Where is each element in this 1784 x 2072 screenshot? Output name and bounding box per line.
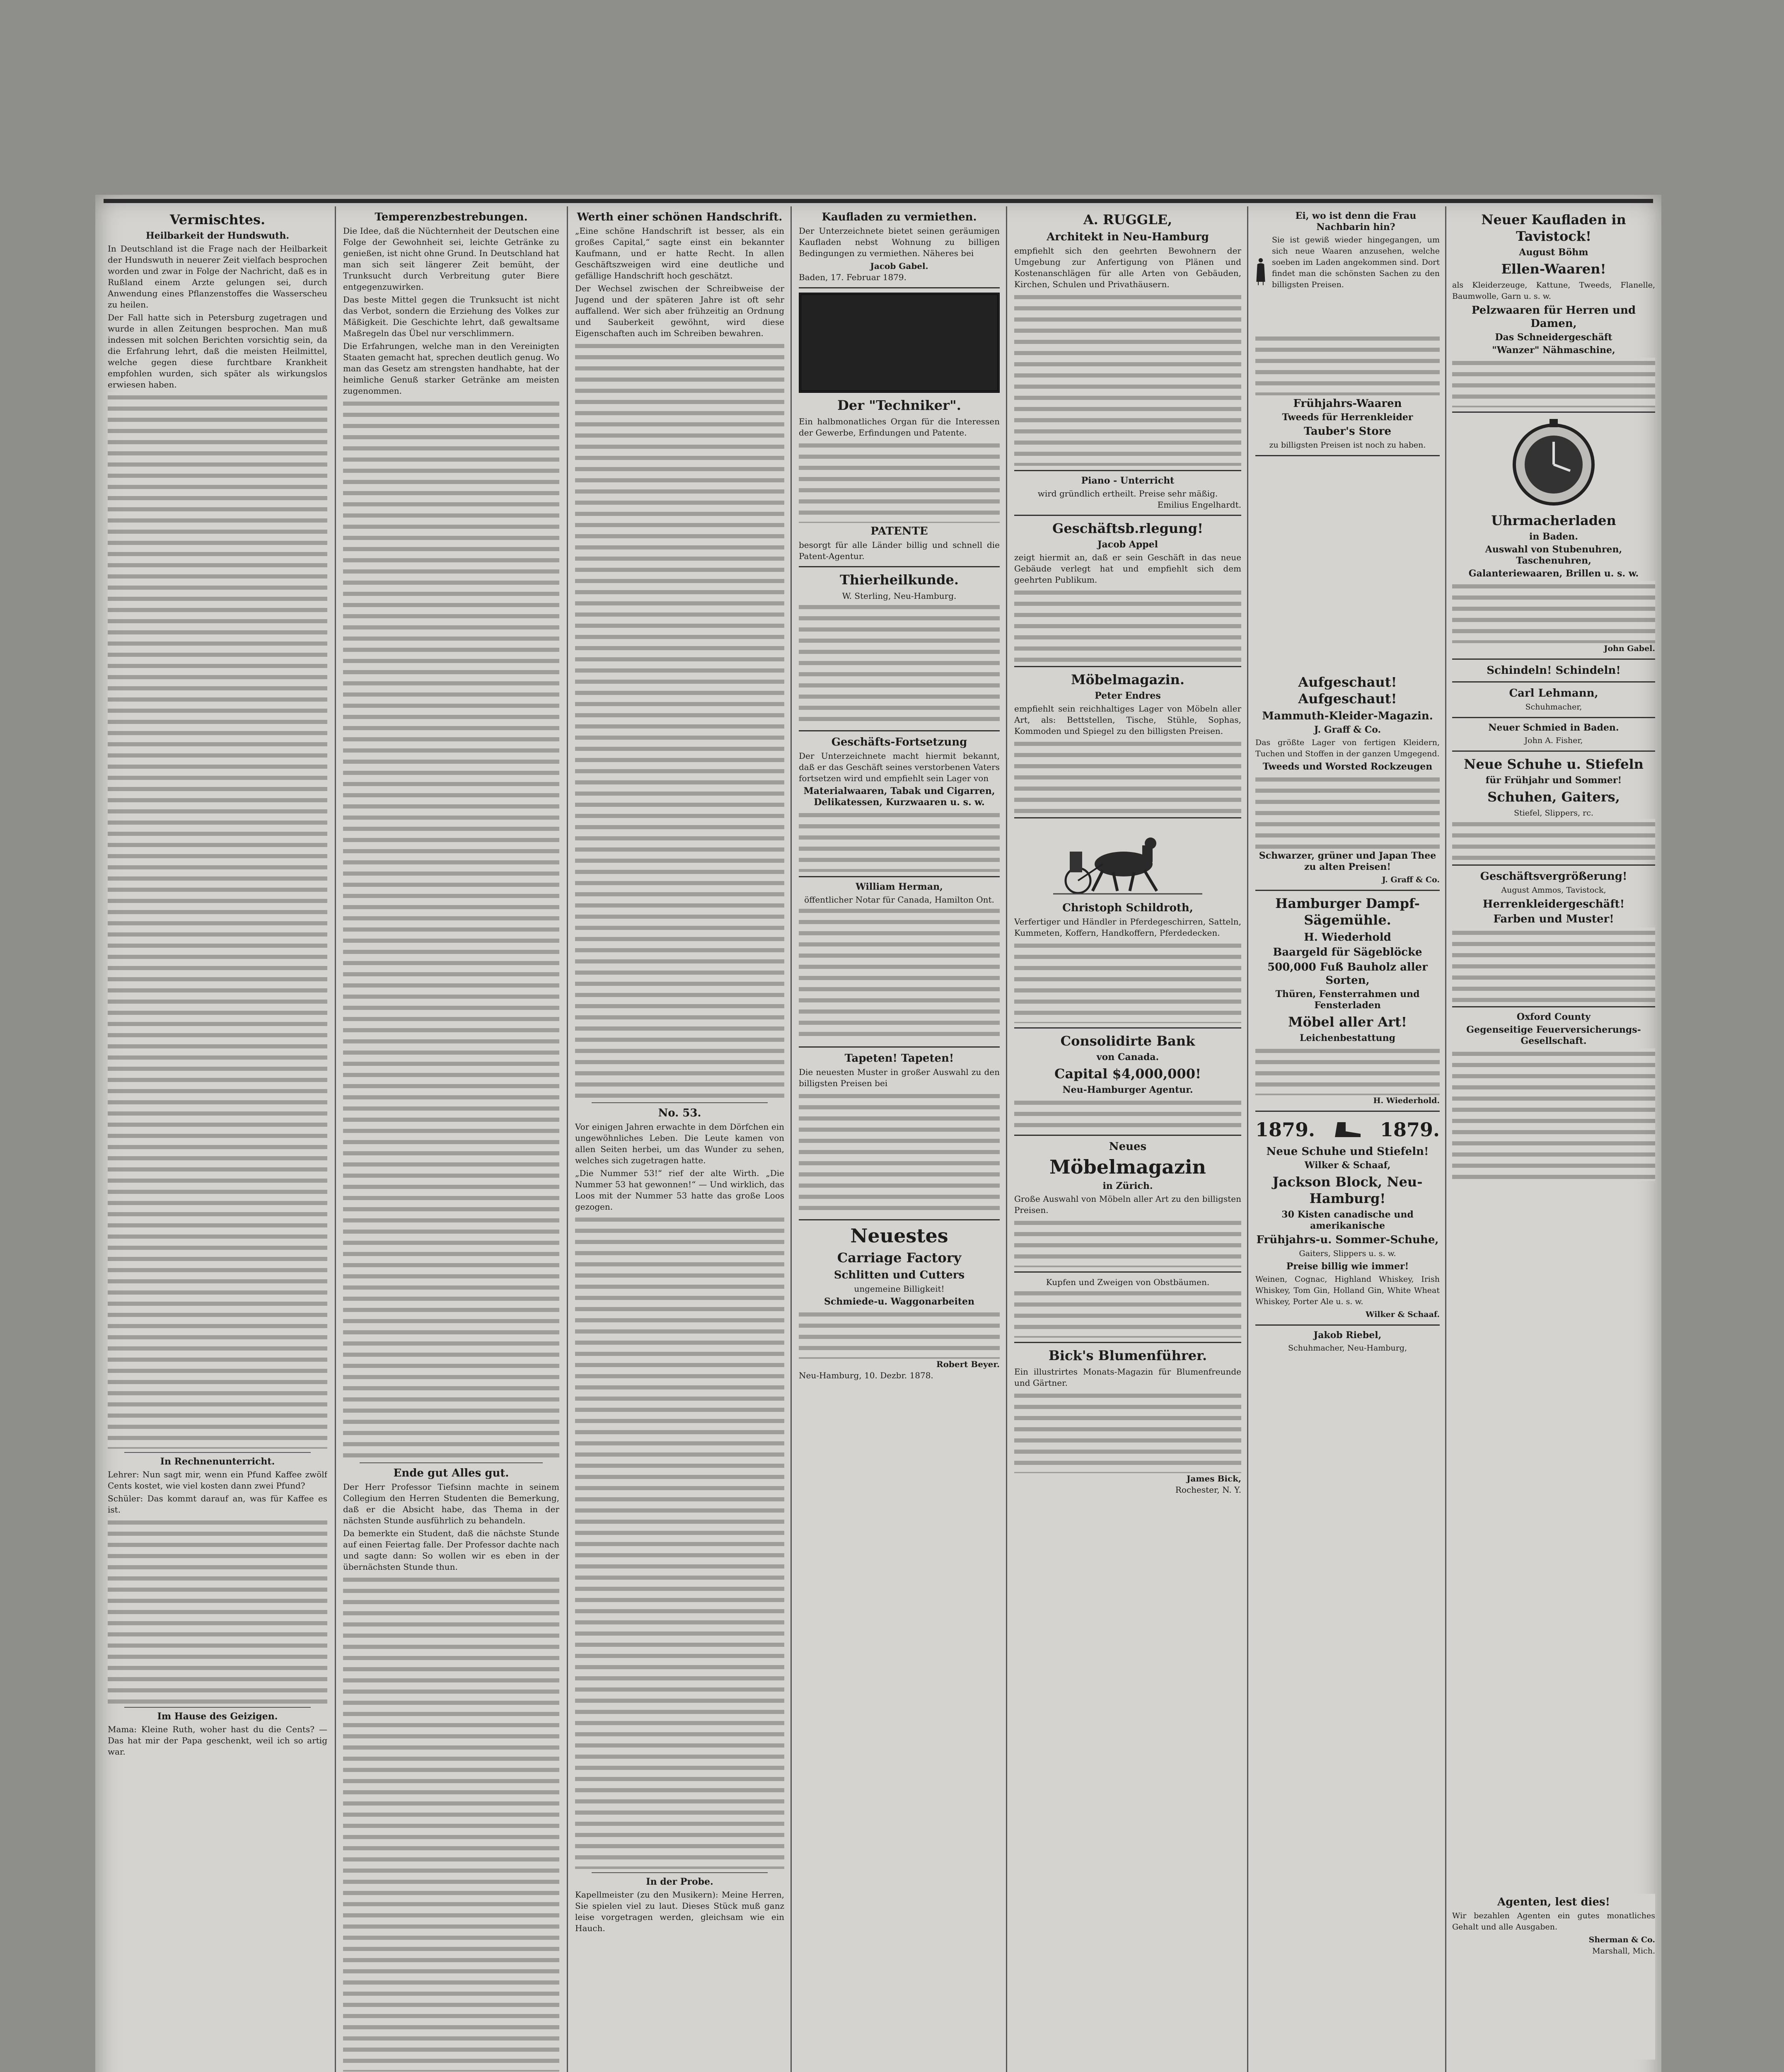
- article-text: Die Erfahrungen, welche man in den Vereinigten Staaten gemacht hat, sprechen deutlich genug. Wo man das Gesetz am strengsten handhabte, hat der heimliche Genuß starker Getränke am meisten zugenommen.: [343, 341, 559, 396]
- ad-heading: Wilker & Schaaf,: [1304, 1160, 1391, 1171]
- ad-heading: Schmiede-u. Waggonarbeiten: [824, 1296, 974, 1307]
- ad-date: Baden, 17. Februar 1879.: [799, 272, 907, 282]
- ad-body-text: [1255, 774, 1440, 849]
- separator: [1014, 1027, 1241, 1029]
- ad-heading: A. RUGGLE,: [1083, 212, 1172, 228]
- ad-heading: Thüren, Fensterrahmen und Fensterladen: [1275, 989, 1420, 1011]
- article-text: In Deutschland ist die Frage nach der Heilbarkeit der Hundswuth in neuerer Zeit vielfach besprochen worden und zwar in Folge der Nachricht, daß es in Rußland einem Arzte gelungen sei, durch Anwendung eines Pflanzenstoffes die Wasserscheu zu heilen.: [108, 244, 327, 310]
- ad-text: Stiefel, Slippers, rc.: [1514, 808, 1593, 818]
- ad-heading: Carriage Factory: [837, 1250, 962, 1266]
- separator: [799, 287, 1000, 288]
- ad-heading: von Canada.: [1096, 1052, 1159, 1063]
- ad-heading: Kaufladen zu vermiethen.: [822, 211, 977, 223]
- ad-text: Große Auswahl von Möbeln aller Art zu den billigsten Preisen.: [1014, 1194, 1241, 1215]
- separator: [360, 1462, 543, 1463]
- article-heading: In der Probe.: [646, 1876, 713, 1887]
- article-text: Lehrer: Nun sagt mir, wenn ein Pfund Kaffee zwölf Cents kostet, wie viel kosten dann zwei Pfund?: [108, 1469, 327, 1491]
- ad-text: Marshall, Mich.: [1592, 1946, 1655, 1956]
- ad-heading: H. Wiederhold: [1304, 931, 1391, 944]
- ad-heading: 30 Kisten canadische und amerikanische: [1281, 1209, 1414, 1231]
- ad-body-text: [1014, 940, 1241, 1023]
- woman-figure-illustration: [1255, 209, 1266, 333]
- column-divider: [1247, 206, 1248, 2072]
- column-divider: [1445, 206, 1446, 2072]
- separator: [1014, 1271, 1241, 1273]
- ad-heading: Carl Lehmann,: [1509, 687, 1598, 700]
- boot-icon: [1333, 1121, 1362, 1138]
- column-divider: [790, 206, 792, 2072]
- ad-heading: für Frühjahr und Sommer!: [1485, 775, 1622, 786]
- column-7: [1452, 209, 1655, 2072]
- column-6-lower: [1255, 671, 1440, 2072]
- article-text: „Die Nummer 53!“ rief der alte Wirth. „Die Nummer 53 hat gewonnen!“ — Und wirklich, das Loos mit der Nummer 53 hatte das große Loos gezogen.: [575, 1168, 784, 1212]
- column-2: [343, 209, 559, 2072]
- ad-text: Das größte Lager von fertigen Kleidern, Tuchen und Stoffen in der ganzen Umgegend.: [1255, 738, 1440, 758]
- column-divider: [567, 206, 568, 2072]
- ad-heading: Neue Schuhe und Stiefeln!: [1266, 1145, 1429, 1158]
- ad-heading: Tapeten! Tapeten!: [844, 1052, 954, 1065]
- ad-body-text: [1452, 1048, 1655, 1181]
- article-heading: Temperenzbestrebungen.: [375, 211, 528, 223]
- ad-heading: Frühjahrs-Waaren: [1293, 397, 1402, 410]
- separator: [1255, 1111, 1440, 1112]
- ad-heading: Herrenkleidergeschäft!: [1482, 898, 1625, 910]
- ad-heading: Farben und Muster!: [1493, 913, 1614, 925]
- ad-text: Der Unterzeichnete bietet seinen geräumigen Kaufladen nebst Wohnung zu billigen Bedingungen zu vermiethen. Näheres bei: [799, 226, 1000, 258]
- column-5: [1014, 209, 1241, 2072]
- ad-signature: John Gabel.: [1604, 644, 1655, 653]
- year-right: 1879.: [1380, 1118, 1440, 1141]
- ad-heading: Jacob Appel: [1097, 539, 1158, 550]
- ad-heading: Peter Endres: [1095, 690, 1161, 701]
- article-text: Der Wechsel zwischen der Schreibweise der Jugend und der späteren Jahre ist oft sehr auffallend. Wer sich aber frühzeitig an Ordnung und Sauberkeit gewöhnt, wird diese Eigenschaften auch im Schreiben bewahren.: [575, 283, 784, 338]
- ad-body-text: [799, 905, 1000, 1042]
- separator: [1014, 817, 1241, 818]
- ad-signature: J. Graff & Co.: [1382, 875, 1440, 884]
- ad-heading: Geschäftsb.rlegung!: [1052, 520, 1203, 536]
- ad-body-text: [1014, 1097, 1241, 1130]
- ad-heading: Jackson Block, Neu-Hamburg!: [1272, 1174, 1423, 1206]
- ad-text: öffentlicher Notar für Canada, Hamilton Ont.: [804, 895, 994, 905]
- ad-body-text: [1452, 358, 1655, 407]
- neighbour-ad: [1255, 209, 1440, 333]
- separator: [592, 1872, 768, 1873]
- ad-heading: Tauber's Store: [1303, 425, 1392, 438]
- ad-heading: Geschäftsvergrößerung!: [1480, 870, 1627, 883]
- ad-heading: William Herman,: [856, 881, 943, 892]
- horse-and-carriage-illustration: [1053, 823, 1202, 897]
- separator: [592, 1102, 768, 1103]
- ad-heading: Agenten, lest dies!: [1497, 1896, 1610, 1908]
- article-text: Schüler: Das kommt darauf an, was für Kaffee es ist.: [108, 1493, 327, 1515]
- ad-signature: Robert Beyer.: [936, 1359, 1000, 1369]
- pocket-watch-illustration: [1508, 417, 1599, 508]
- ad-text: zu billigsten Preisen ist noch zu haben.: [1269, 441, 1426, 450]
- column-1: [108, 209, 327, 2072]
- ad-heading: Christoph Schildroth,: [1062, 902, 1193, 914]
- ad-text: Gaiters, Slippers u. s. w.: [1299, 1249, 1396, 1258]
- ad-body-text: [1452, 927, 1655, 1002]
- ad-text: Rochester, N. Y.: [1175, 1485, 1241, 1495]
- ad-body-text: [1452, 819, 1655, 860]
- ad-heading: Schwarzer, grüner und Japan Thee zu alten Preisen!: [1259, 850, 1436, 872]
- ad-heading: Piano - Unterricht: [1081, 475, 1175, 486]
- ad-heading: Schlitten und Cutters: [834, 1269, 965, 1281]
- article-text: Der Herr Professor Tiefsinn machte in seinem Collegium den Herren Studenten die Bemerkung, daß er die Absicht habe, das Thema in der nächsten Stunde ausführlich zu behandeln.: [343, 1482, 559, 1525]
- separator: [1452, 681, 1655, 683]
- ad-signature: Jacob Gabel.: [870, 261, 928, 271]
- ad-heading: Mammuth-Kleider-Magazin.: [1262, 710, 1433, 722]
- ad-heading: Bick's Blumenführer.: [1048, 1348, 1207, 1363]
- separator: [1452, 750, 1655, 752]
- ad-heading: Neues: [1109, 1140, 1147, 1153]
- separator: [1014, 1342, 1241, 1343]
- separator: [124, 1452, 311, 1453]
- ad-body-text: [1014, 1288, 1241, 1338]
- ad-heading: Leichenbestattung: [1299, 1033, 1396, 1043]
- separator: [1452, 717, 1655, 718]
- article-body-text: [108, 1517, 327, 1704]
- separator: [799, 730, 1000, 731]
- ad-text: wird gründlich ertheilt. Preise sehr mäßig.: [1037, 489, 1218, 499]
- section-heading: Vermischtes.: [169, 212, 266, 228]
- ad-text: Wir bezahlen Agenten ein gutes monatliches Gehalt und alle Ausgaben.: [1452, 1911, 1655, 1932]
- ad-heading: Gegenseitige Feuerversicherungs-Gesellschaft.: [1466, 1024, 1641, 1046]
- newspaper-page: [95, 195, 1661, 2072]
- separator: [1452, 411, 1655, 413]
- blank-column-space: [799, 1381, 1000, 1878]
- ad-body-text: [1014, 587, 1241, 662]
- article-body-text: [343, 1574, 559, 2072]
- article-text: Der Fall hatte sich in Petersburg zugetragen und wurde in allen Zeitungen besprochen. Man muß indessen mit solchen Berichten vorsichtig sein, da die Erfahrung lehrt, daß die meisten Heilmittel, welche gegen diese furchtbare Krankheit empfohlen wurden, sich später als wirkungslos erwiesen haben.: [108, 312, 327, 390]
- ad-body-text: [1255, 333, 1440, 395]
- top-rule: [104, 199, 1653, 203]
- ad-heading: Tweeds für Herrenkleider: [1282, 412, 1413, 423]
- boxed-advertisement: [799, 293, 1000, 393]
- ad-text: Verfertiger und Händler in Pferdegeschirren, Satteln, Kummeten, Koffern, Handkoffern, Pferdedecken.: [1014, 917, 1241, 938]
- year-left: 1879.: [1255, 1118, 1315, 1141]
- ad-body-text: [1014, 1390, 1241, 1473]
- article-text: Kapellmeister (zu den Musikern): Meine Herren, Sie spielen viel zu laut. Dieses Stück muß ganz leise vorgetragen werden, gleichsam wie ein Hauch.: [575, 1890, 784, 1933]
- column-4: [799, 209, 1000, 2072]
- article-heading: Im Hause des Geizigen.: [157, 1711, 278, 1722]
- ad-heading: Oxford County: [1516, 1012, 1591, 1022]
- ad-text: empfiehlt sich den geehrten Bewohnern der Umgebung zur Anfertigung von Plänen und Kostenanschlägen für alle Arten von Gebäuden, Kirchen, Schulen und Privathäusern.: [1014, 246, 1241, 289]
- ad-heading: Galanteriewaaren, Brillen u. s. w.: [1468, 568, 1639, 579]
- ad-text: W. Sterling, Neu-Hamburg.: [842, 591, 957, 601]
- ad-heading: Ellen-Waaren!: [1501, 261, 1606, 277]
- article-body-text: [108, 392, 327, 1449]
- ad-body-text: [799, 602, 1000, 726]
- ad-heading: Neuer Kaufladen in Tavistock!: [1481, 212, 1626, 244]
- article-body-text: [343, 398, 559, 1459]
- ad-heading: Pelzwaaren für Herren und Damen,: [1471, 304, 1636, 330]
- ad-text: Materialwaaren, Tabak und Cigarren, Delikatessen, Kurzwaaren u. s. w.: [803, 786, 995, 808]
- separator: [799, 566, 1000, 567]
- ad-heading: Geschäfts-Fortsetzung: [831, 736, 967, 748]
- ad-heading: Frühjahrs-u. Sommer-Schuhe,: [1256, 1234, 1439, 1246]
- ad-text: Schuhmacher,: [1525, 702, 1582, 712]
- ad-body-text: [799, 1309, 1000, 1359]
- ad-text: Die neuesten Muster in großer Auswahl zu den billigsten Preisen bei: [799, 1067, 1000, 1088]
- separator: [124, 1707, 311, 1708]
- separator: [799, 876, 1000, 877]
- separator: [1452, 864, 1655, 866]
- ad-text: Ein illustrirtes Monats-Magazin für Blumenfreunde und Gärtner.: [1014, 1367, 1241, 1388]
- ad-heading: Consolidirte Bank: [1060, 1033, 1195, 1049]
- separator: [1014, 470, 1241, 471]
- article-heading: Heilbarkeit der Hundswuth.: [145, 230, 290, 241]
- ad-body-text: [799, 440, 1000, 523]
- ad-heading: Möbelmagazin: [1049, 1156, 1206, 1178]
- ad-heading: Ei, wo ist denn die Frau Nachbarin hin?: [1295, 211, 1417, 232]
- ad-text: ungemeine Billigkeit!: [854, 1284, 945, 1294]
- article-text: Das beste Mittel gegen die Trunksucht ist nicht das Verbot, sondern die Erziehung des Volkes zur Mäßigkeit. Die Geschichte lehrt, daß gewaltsame Maßregeln das Übel nur verschlimmern.: [343, 295, 559, 338]
- separator: [1255, 890, 1440, 891]
- separator: [1452, 658, 1655, 660]
- ad-heading: 500,000 Fuß Bauholz aller Sorten,: [1267, 961, 1428, 987]
- article-text: Die Idee, daß die Nüchternheit der Deutschen eine Folge der Gewohnheit sei, leichte Getränke zu genießen, ist nicht ohne Grund. In Deutschland hat man sich seit längerer Zeit bemüht, der Trunksucht durch Verbreitung guter Biere entgegenzuwirken.: [343, 226, 559, 292]
- ad-body-text: [1014, 738, 1241, 813]
- article-text: „Eine schöne Handschrift ist besser, als ein großes Capital,“ sagte einst ein bekannter Kaufmann, und er hatte Recht. In allen Geschäftszweigen wird eine deutliche und gefällige Handschrift hoch geschätzt.: [575, 226, 784, 281]
- article-heading: In Rechnenunterricht.: [160, 1456, 275, 1467]
- agents-ad: [1452, 1894, 1655, 2060]
- ad-heading: Uhrmacherladen: [1491, 513, 1616, 528]
- separator: [1255, 455, 1440, 456]
- ad-heading: Tweeds und Worsted Rockzeugen: [1262, 761, 1433, 772]
- ad-heading: Möbelmagazin.: [1071, 672, 1185, 687]
- ad-heading: Das Schneidergeschäft: [1495, 332, 1612, 343]
- ad-body-text: [1014, 292, 1241, 466]
- ad-heading: in Zürich.: [1102, 1181, 1153, 1191]
- ad-signature: Emilius Engelhardt.: [1157, 500, 1241, 510]
- ad-text: als Kleiderzeuge, Kattune, Tweeds, Flanelle, Baumwolle, Garn u. s. w.: [1452, 281, 1655, 301]
- article-heading: No. 53.: [658, 1107, 701, 1119]
- ad-body-text: [1452, 581, 1655, 643]
- ad-heading: Baargeld für Sägeblöcke: [1273, 946, 1422, 959]
- column-divider: [1006, 206, 1007, 2072]
- ad-text: August Ammos, Tavistock,: [1501, 886, 1606, 895]
- ad-heading: Hamburger Dampf-Sägemühle.: [1275, 896, 1420, 928]
- article-heading: Ende gut Alles gut.: [393, 1467, 509, 1479]
- column-divider: [335, 206, 336, 2072]
- article-body-text: [575, 341, 784, 1099]
- article-heading: Werth einer schönen Handschrift.: [577, 211, 783, 223]
- ad-date: Neu-Hamburg, 10. Dezbr. 1878.: [799, 1370, 933, 1380]
- ad-heading: Aufgeschaut! Aufgeschaut!: [1298, 674, 1397, 707]
- ad-body-text: [1255, 1046, 1440, 1095]
- ad-heading: J. Graff & Co.: [1314, 724, 1381, 735]
- ad-text: Kupfen und Zweigen von Obstbäumen.: [1046, 1277, 1210, 1287]
- ad-text: Schuhmacher, Neu-Hamburg,: [1288, 1343, 1407, 1353]
- ad-heading: Architekt in Neu-Hamburg: [1047, 231, 1209, 243]
- year-banner: [1255, 1116, 1440, 1143]
- ad-text: Sie ist gewiß wieder hingegangen, um sich neue Waaren anzusehen, welche soeben im Laden angekommen sind. Dort findet man die schönsten Sachen zu den billigsten Preisen.: [1272, 235, 1440, 289]
- ad-heading: August Böhm: [1519, 247, 1588, 258]
- ad-heading: Der "Techniker".: [837, 397, 961, 413]
- ad-signature: H. Wiederhold.: [1373, 1096, 1440, 1105]
- ad-heading: "Wanzer" Nähmaschine,: [1492, 345, 1615, 356]
- ad-heading: Jakob Riebel,: [1313, 1330, 1382, 1341]
- ad-heading: Neuestes: [850, 1225, 948, 1247]
- separator: [1014, 1135, 1241, 1136]
- column-3: [575, 209, 784, 2072]
- ad-text: Ein halbmonatliches Organ für die Interessen der Gewerbe, Erfindungen und Patente.: [799, 416, 1000, 438]
- ad-signature: James Bick,: [1186, 1474, 1241, 1484]
- ad-text: Weinen, Cognac, Highland Whiskey, Irish Whiskey, Tom Gin, Holland Gin, White Wheat Whiskey, Porter Ale u. s. w.: [1255, 1275, 1440, 1306]
- separator: [799, 1046, 1000, 1048]
- article-text: Da bemerkte ein Student, daß die nächste Stunde auf einen Feiertag falle. Der Professor dachte nach und sagte dann: So wollen wir es eben in der übernächsten Stunde thun.: [343, 1528, 559, 1572]
- ad-text: zeigt hiermit an, daß er sein Geschäft in das neue Gebäude verlegt hat und empfiehlt sich dem geehrten Publikum.: [1014, 552, 1241, 585]
- article-text: Vor einigen Jahren erwachte in dem Dörfchen ein ungewöhnliches Leben. Die Leute kamen von allen Seiten herbei, um das Wunder zu sehen, welches sich zugetragen hatte.: [575, 1122, 784, 1165]
- separator: [1014, 666, 1241, 667]
- ad-heading: Thierheilkunde.: [840, 572, 959, 588]
- ad-signature: Wilker & Schaaf.: [1366, 1310, 1440, 1319]
- ad-heading: Neu-Hamburger Agentur.: [1062, 1084, 1193, 1095]
- ad-body-text: [799, 810, 1000, 872]
- ad-body-text: [1014, 1218, 1241, 1267]
- separator: [1452, 1006, 1655, 1007]
- ad-text: besorgt für alle Länder billig und schnell die Patent-Agentur.: [799, 540, 1000, 561]
- ad-signature: Sherman & Co.: [1588, 1935, 1655, 1944]
- article-text: Mama: Kleine Ruth, woher hast du die Cents? — Das hat mir der Papa geschenkt, weil ich so artig war.: [108, 1724, 327, 1757]
- ad-heading: Schuhen, Gaiters,: [1487, 789, 1620, 805]
- ad-heading: Preise billig wie immer!: [1286, 1261, 1409, 1272]
- separator: [1255, 1324, 1440, 1326]
- ad-heading: Möbel aller Art!: [1288, 1014, 1407, 1030]
- ad-heading: Schindeln! Schindeln!: [1487, 664, 1621, 677]
- ad-text: John A. Fisher,: [1524, 736, 1583, 745]
- ad-heading: in Baden.: [1529, 531, 1578, 542]
- separator: [1014, 515, 1241, 516]
- ad-heading: Neue Schuhe u. Stiefeln: [1464, 756, 1644, 772]
- ad-heading: Auswahl von Stubenuhren, Taschenuhren,: [1485, 544, 1622, 566]
- ad-heading: PATENTE: [870, 525, 928, 537]
- ad-text: Der Unterzeichnete macht hiermit bekannt, daß er das Geschäft seines verstorbenen Vaters fortsetzen wird und empfiehlt sein Lager von: [799, 751, 1000, 783]
- ad-body-text: [799, 1091, 1000, 1215]
- ad-heading: Neuer Schmied in Baden.: [1488, 722, 1619, 733]
- ad-heading: Capital $4,000,000!: [1054, 1066, 1201, 1082]
- ad-text: empfiehlt sein reichhaltiges Lager von Möbeln aller Art, als: Bettstellen, Tische, Stühle, Sophas, Kommoden und Spiegel zu den billigsten Preisen.: [1014, 704, 1241, 736]
- article-body-text: [575, 1214, 784, 1869]
- separator: [799, 1219, 1000, 1220]
